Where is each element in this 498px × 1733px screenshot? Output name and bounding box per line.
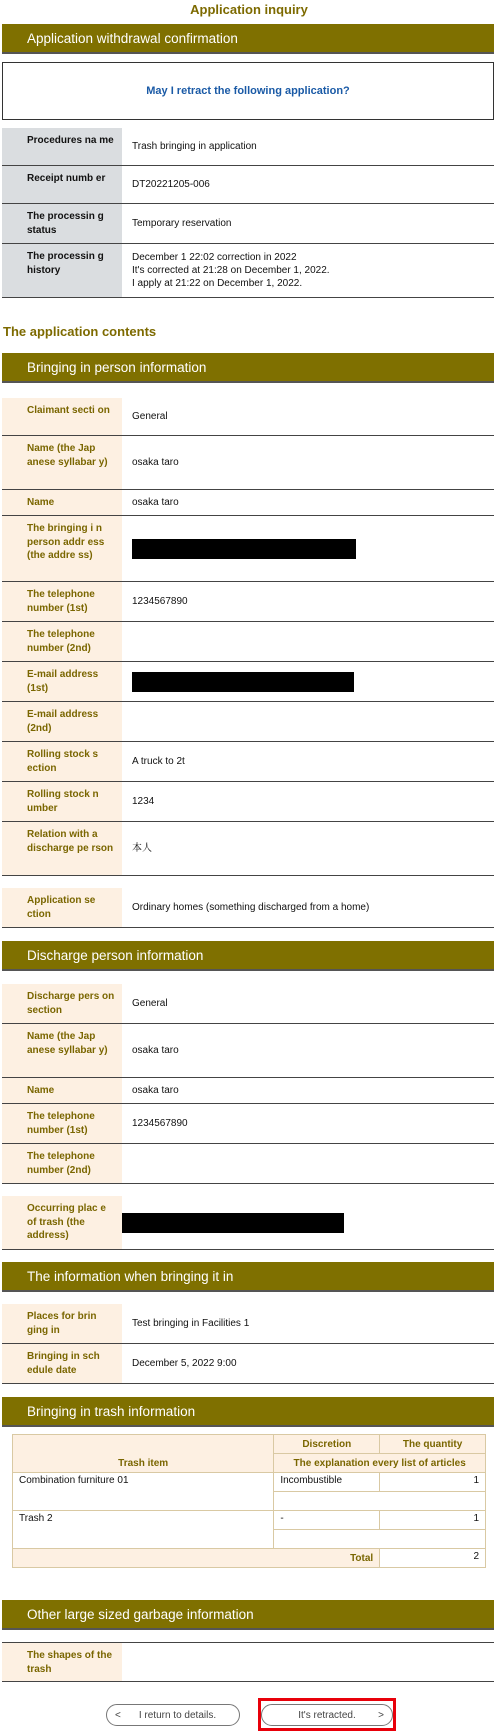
kana-name-row: [2, 436, 494, 490]
name-row: [2, 490, 494, 516]
trash-item-name: Trash 2: [13, 1511, 274, 1549]
retract-button-label: It's retracted.: [298, 1709, 356, 1721]
name-value: osaka taro: [132, 497, 179, 508]
relation-label: Relation with a discharge pe rson: [2, 822, 122, 875]
trash-shape-label: The shapes of the trash: [2, 1643, 122, 1681]
processing-status-value: Temporary reservation: [132, 218, 232, 229]
processing-history-row: [2, 244, 494, 298]
vehicle-section-value: A truck to 2t: [132, 756, 185, 767]
other-info-band: Other large sized garbage information: [2, 1600, 494, 1630]
discharge-phone2-value: [122, 1144, 494, 1183]
phone1-label: The telephone number (1st): [2, 582, 122, 621]
vehicle-number-label: Rolling stock n umber: [2, 782, 122, 821]
bringing-info-band: The information when bringing it in: [2, 1262, 494, 1292]
address-row: [2, 516, 494, 582]
discharge-name-label: Name: [2, 1078, 122, 1103]
relation-row: [2, 822, 494, 876]
contents-heading: The application contents: [3, 324, 157, 339]
claimant-section-row: [2, 398, 494, 436]
procedure-name-row: [2, 128, 494, 166]
schedule-date-label: Bringing in sch edule date: [2, 1344, 122, 1383]
trash-item-quantity: 1: [380, 1511, 486, 1530]
schedule-date-row: [2, 1344, 494, 1384]
return-to-details-button[interactable]: [106, 1704, 240, 1726]
discharge-name-row: [2, 1078, 494, 1104]
trash-table: [12, 1434, 486, 1568]
trash-place-row: [2, 1196, 494, 1250]
vehicle-number-row: [2, 782, 494, 822]
trash-item-header: Trash item: [13, 1435, 274, 1473]
chevron-right-icon: >: [378, 1709, 384, 1721]
trash-place-label: Occurring plac e of trash (the address): [2, 1196, 122, 1249]
phone1-row: [2, 582, 494, 622]
email2-label: E-mail address (2nd): [2, 702, 122, 741]
confirm-question: May I retract the following application?: [146, 85, 350, 97]
discharge-kana-name-label: Name (the Jap anese syllabar y): [2, 1024, 122, 1077]
history-line: December 1 22:02 correction in 2022: [132, 252, 297, 263]
bringing-place-row: [2, 1304, 494, 1344]
email2-value: [122, 702, 494, 741]
discharge-kana-name-row: [2, 1024, 494, 1078]
discharge-phone1-row: [2, 1104, 494, 1144]
discharge-phone1-value: 1234567890: [132, 1118, 188, 1129]
claimant-section-label: Claimant secti on: [2, 398, 122, 435]
trash-shape-value: [122, 1643, 494, 1681]
page-title: Application inquiry: [190, 2, 308, 17]
withdrawal-band: Application withdrawal confirmation: [2, 24, 494, 54]
phone1-value: 1234567890: [132, 596, 188, 607]
email2-row: [2, 702, 494, 742]
trash-place-value: [122, 1196, 494, 1249]
processing-status-row: [2, 204, 494, 244]
explanation-header: The explanation every list of articles: [274, 1454, 486, 1473]
phone2-label: The telephone number (2nd): [2, 622, 122, 661]
return-button-label: I return to details.: [138, 1709, 217, 1721]
claimant-section-value: General: [132, 411, 168, 422]
receipt-number-row: [2, 166, 494, 204]
table-row: [13, 1473, 486, 1492]
discharge-section-label: Discharge pers on section: [2, 984, 122, 1023]
vehicle-number-value: 1234: [132, 796, 155, 807]
discharge-phone2-label: The telephone number (2nd): [2, 1144, 122, 1183]
trash-item-quantity: 1: [380, 1473, 486, 1492]
trash-item-discretion: -: [274, 1511, 380, 1530]
total-value: 2: [380, 1549, 486, 1568]
kana-name-label: Name (the Jap anese syllabar y): [2, 436, 122, 489]
processing-status-label: The processin g status: [2, 204, 122, 243]
processing-history-value: [122, 244, 494, 297]
trash-shape-row: [2, 1642, 494, 1682]
discharger-band: Discharge person information: [2, 941, 494, 971]
trash-item-discretion: Incombustible: [274, 1473, 380, 1492]
phone2-row: [2, 622, 494, 662]
history-line: I apply at 21:22 on December 1, 2022.: [132, 278, 303, 289]
retract-button-highlight: [258, 1698, 396, 1731]
procedure-name-value: Trash bringing in application: [132, 141, 257, 152]
history-line: It's corrected at 21:28 on December 1, 2022.: [132, 265, 330, 276]
discharge-section-row: [2, 984, 494, 1024]
discretion-header: Discretion: [274, 1435, 380, 1454]
redacted-block: [132, 672, 354, 692]
discharge-phone2-row: [2, 1144, 494, 1184]
email1-label: E-mail address (1st): [2, 662, 122, 701]
receipt-number-label: Receipt numb er: [2, 166, 122, 203]
redacted-block: [132, 539, 356, 559]
email1-value: [122, 662, 494, 701]
address-value: [122, 516, 494, 581]
trash-item-explanation: [274, 1530, 486, 1549]
name-label: Name: [2, 490, 122, 515]
chevron-left-icon: <: [115, 1709, 121, 1721]
email1-row: [2, 662, 494, 702]
relation-value: 本人: [132, 843, 152, 854]
discharge-kana-name-value: osaka taro: [132, 1045, 179, 1056]
procedure-name-label: Procedures na me: [2, 128, 122, 165]
application-section-row: [2, 888, 494, 928]
trash-item-name: Combination furniture 01: [13, 1473, 274, 1511]
phone2-value: [122, 622, 494, 661]
vehicle-section-row: [2, 742, 494, 782]
kana-name-value: osaka taro: [132, 457, 179, 468]
redacted-block: [122, 1213, 344, 1233]
bringing-place-value: Test bringing in Facilities 1: [132, 1318, 250, 1329]
confirm-box: [2, 62, 494, 120]
bringing-place-label: Places for brin ging in: [2, 1304, 122, 1343]
discharge-name-value: osaka taro: [132, 1085, 179, 1096]
processing-history-label: The processin g history: [2, 244, 122, 297]
total-row: [13, 1549, 486, 1568]
quantity-header: The quantity: [380, 1435, 486, 1454]
application-section-value: Ordinary homes (something discharged from a home): [132, 902, 370, 913]
trash-item-explanation: [274, 1492, 486, 1511]
discharge-section-value: General: [132, 998, 168, 1009]
vehicle-section-label: Rolling stock s ection: [2, 742, 122, 781]
bringer-band: Bringing in person information: [2, 353, 494, 383]
discharge-phone1-label: The telephone number (1st): [2, 1104, 122, 1143]
total-label: Total: [13, 1549, 380, 1568]
receipt-number-value: DT20221205-006: [132, 179, 210, 190]
trash-info-band: Bringing in trash information: [2, 1397, 494, 1427]
application-section-label: Application se ction: [2, 888, 122, 927]
schedule-date-value: December 5, 2022 9:00: [132, 1358, 237, 1369]
table-row: [13, 1511, 486, 1530]
address-label: The bringing i n person addr ess (the addre ss): [2, 516, 122, 581]
